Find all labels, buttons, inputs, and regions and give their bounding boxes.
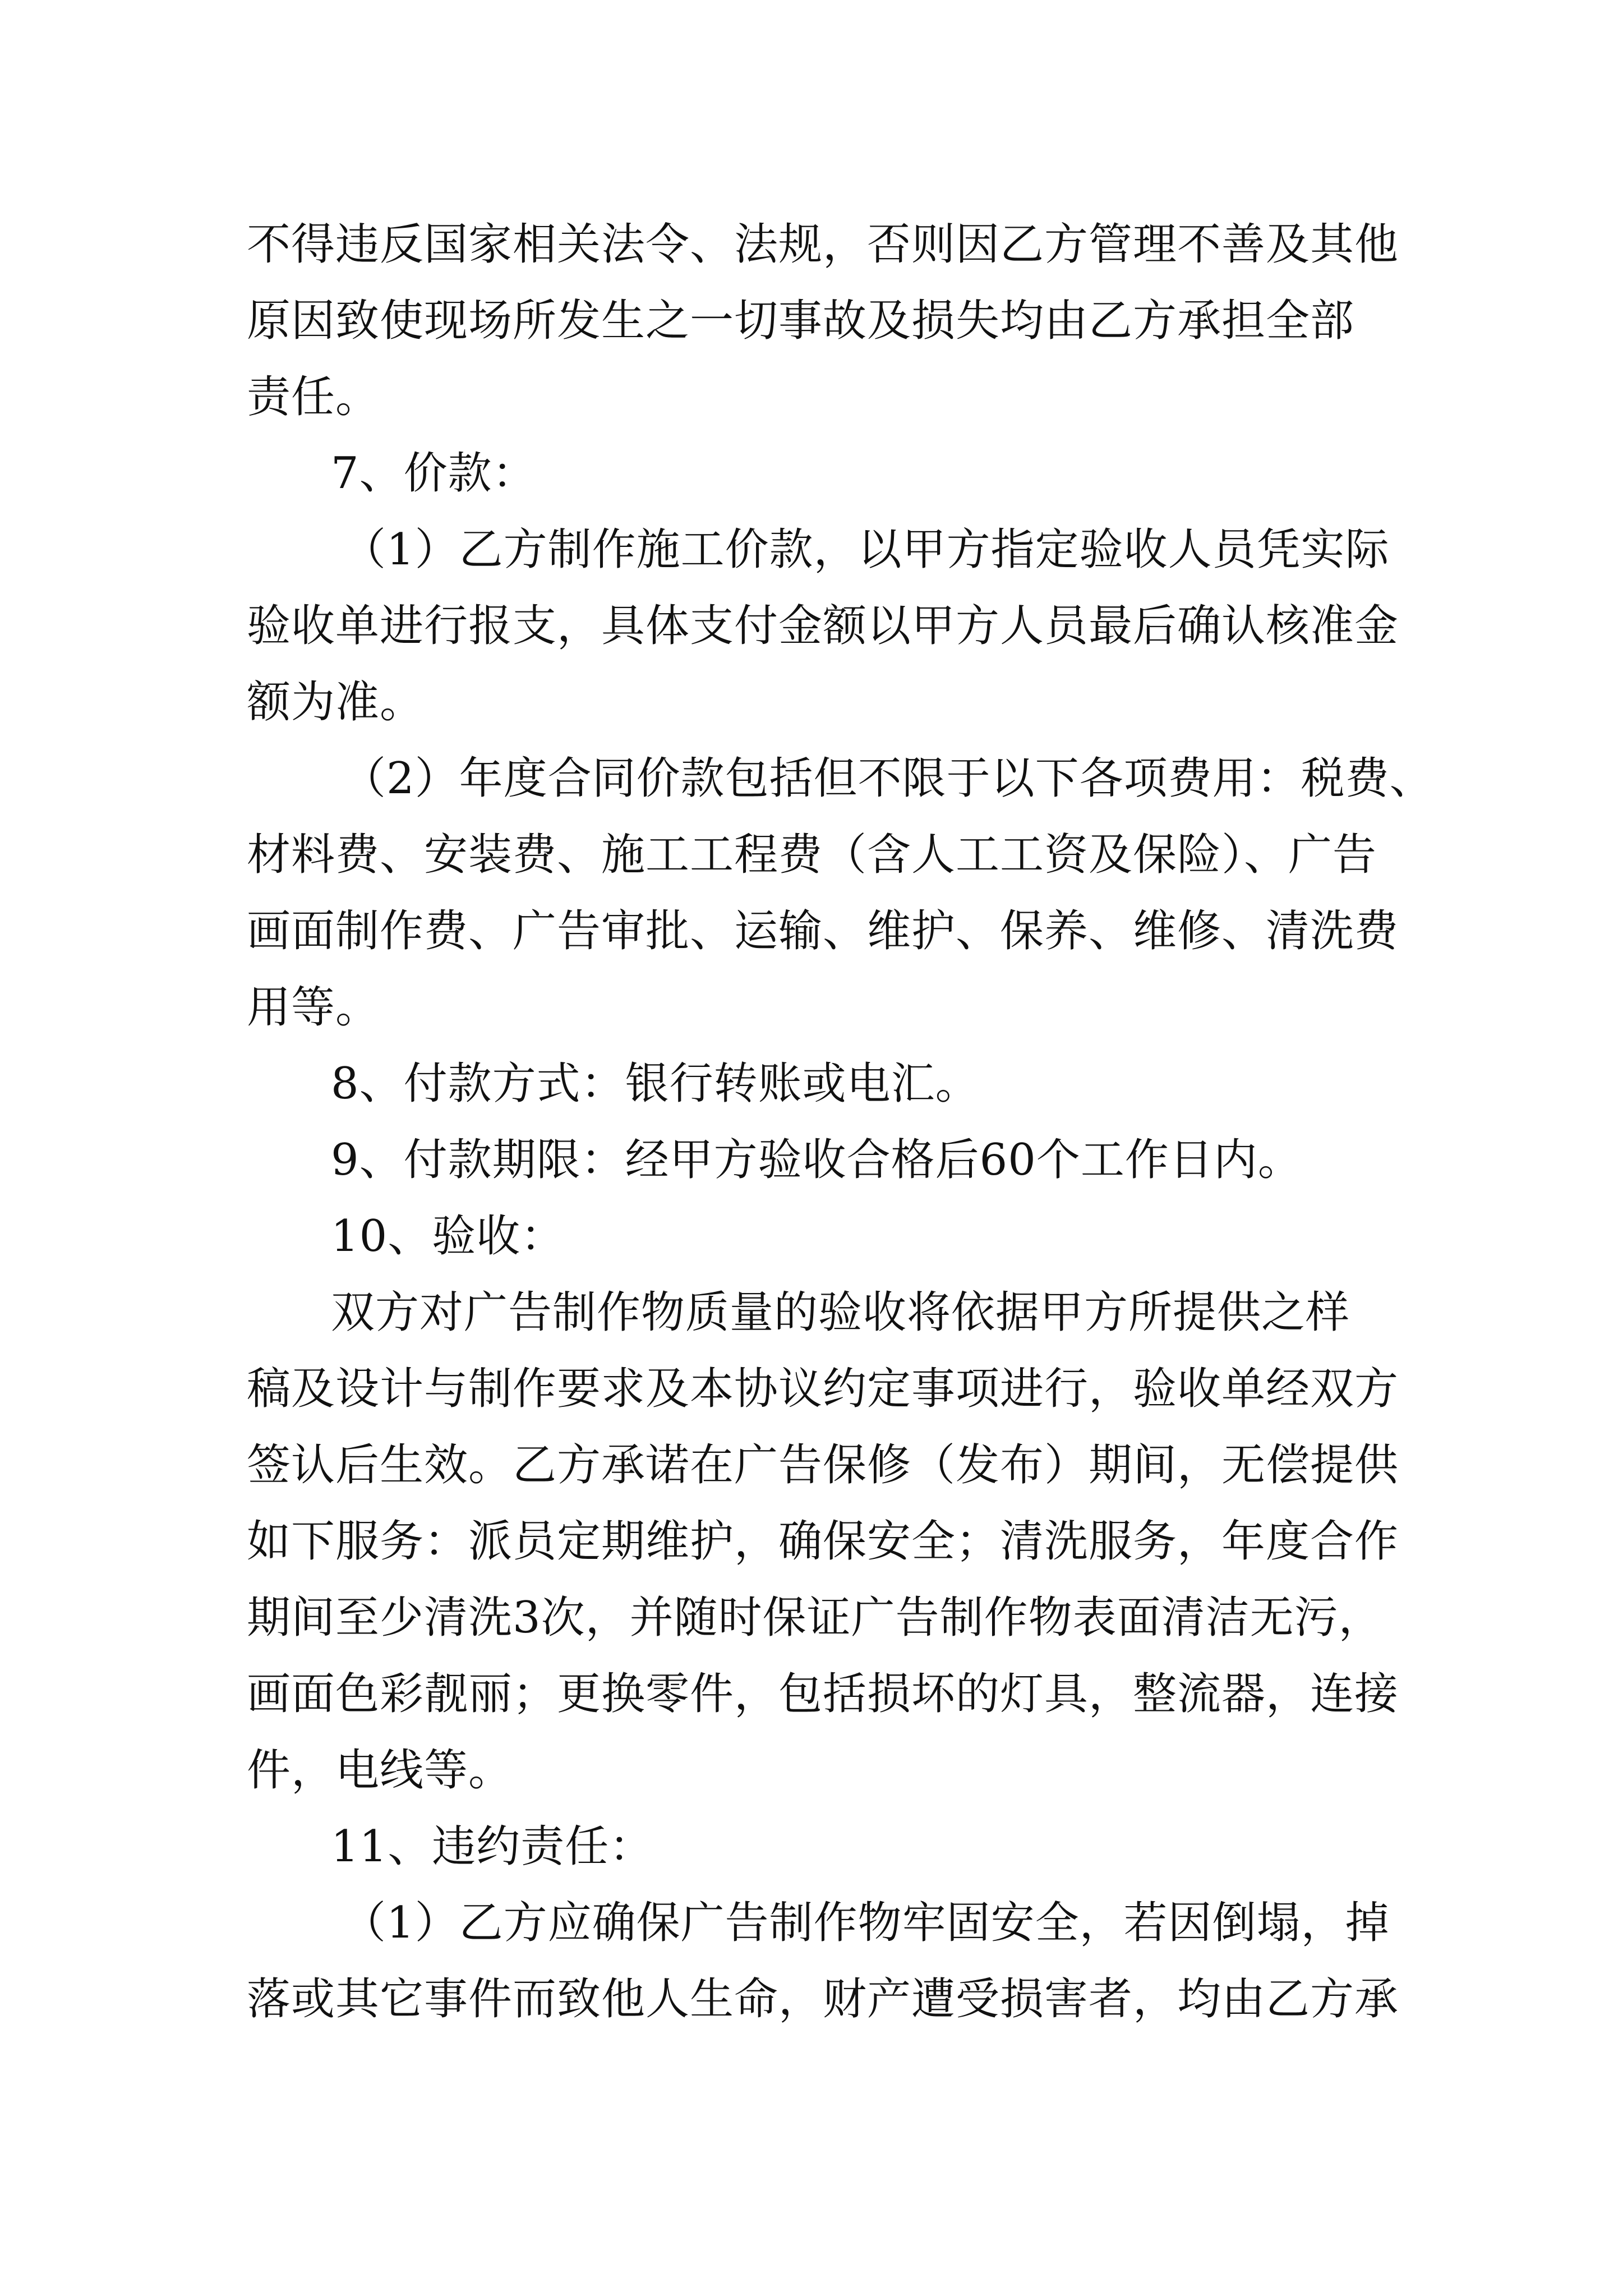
text-line: （1）乙方制作施工价款，以甲方指定验收人员凭实际 <box>342 524 1390 575</box>
text-line: 签认后生效。乙方承诺在广告保修（发布）期间，无偿提供 <box>247 1440 1399 1490</box>
section-heading: 11、违约责任： <box>331 1821 654 1872</box>
section-heading: 8、付款方式：银行转账或电汇。 <box>331 1059 980 1109</box>
text-line: 责任。 <box>247 372 380 422</box>
text-line: 如下服务：派员定期维护，确保安全；清洗服务，年度合作 <box>247 1516 1399 1567</box>
text-line: 用等。 <box>247 982 380 1033</box>
text-line: 材料费、安装费、施工工程费（含人工工资及保险）、广告 <box>247 830 1377 880</box>
text-line: 验收单进行报支，具体支付金额以甲方人员最后确认核准金 <box>247 601 1399 651</box>
text-line: （1）乙方应确保广告制作物牢固安全，若因倒塌，掉 <box>342 1898 1390 1948</box>
section-heading: 10、验收： <box>331 1211 565 1262</box>
text-line: 落或其它事件而致他人生命，财产遭受损害者，均由乙方承 <box>247 1974 1399 2024</box>
text-line: 画面制作费、广告审批、运输、维护、保养、维修、清洗费 <box>247 906 1399 956</box>
text-line: 稿及设计与制作要求及本协议约定事项进行，验收单经双方 <box>247 1364 1399 1414</box>
text-line: 期间至少清洗3次，并随时保证广告制作物表面清洁无污， <box>247 1593 1383 1643</box>
text-line: 额为准。 <box>247 677 425 728</box>
text-line: 双方对广告制作物质量的验收将依据甲方所提供之样 <box>331 1287 1350 1338</box>
text-line: 不得违反国家相关法令、法规，否则因乙方管理不善及其他 <box>247 219 1399 270</box>
section-heading: 7、价款： <box>331 448 537 499</box>
section-heading: 9、付款期限：经甲方验收合格后60个工作日内。 <box>331 1135 1302 1185</box>
text-line: 件，电线等。 <box>247 1745 513 1796</box>
text-line: （2）年度合同价款包括但不限于以下各项费用：税费、 <box>342 753 1434 804</box>
text-line: 画面色彩靓丽；更换零件，包括损坏的灯具，整流器，连接 <box>247 1669 1399 1719</box>
text-line: 原因致使现场所发生之一切事故及损失均由乙方承担全部 <box>247 296 1355 346</box>
